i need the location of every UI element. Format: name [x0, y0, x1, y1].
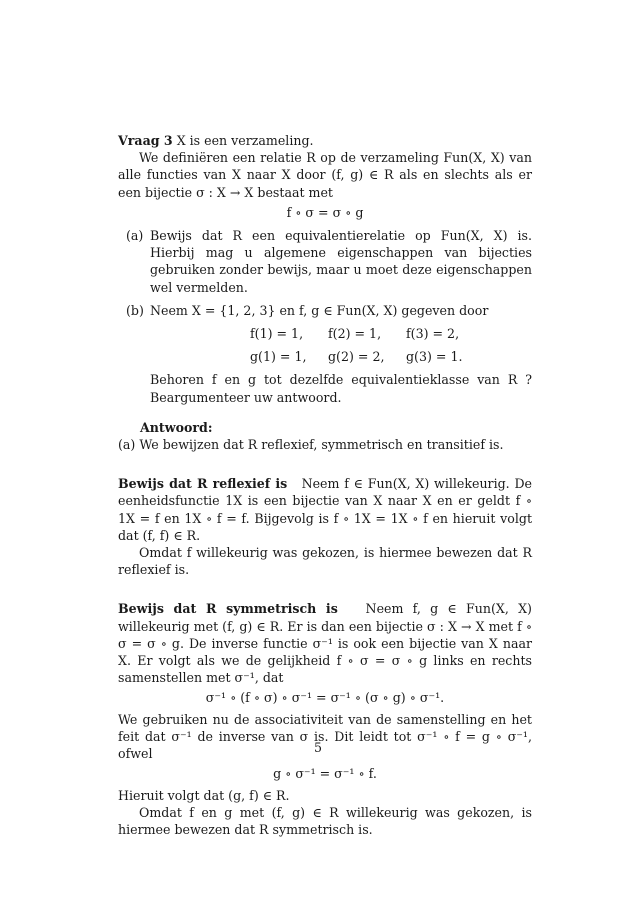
- subquestion-a: [118, 227, 532, 296]
- reflexive-conclusion: Omdat f willekeurig was gekozen, is hiermee bewezen dat R reflexief is.: [118, 545, 532, 578]
- symmetric-equation-1: σ⁻¹ ∘ (f ∘ σ) ∘ σ⁻¹ = σ⁻¹ ∘ (σ ∘ g) ∘ σ⁻¹.: [205, 690, 445, 706]
- reflexive-text: Neem f ∈ Fun(X, X) willekeurig. De eenheidsfunctie 1X is een bijectie van X naar X en er geldt f ∘ 1X = f en 1X ∘ f = f. Bijgevolg is f ∘ 1X = 1X ∘ f en hieruit volgt dat (f, f) ∈ R.: [118, 476, 532, 543]
- subquestion-b-question: Behoren f en g tot dezelfde equivalentieklasse van R ? Beargumenteer uw antwoord.: [150, 372, 532, 405]
- question-intro: X is een verzameling.: [172, 133, 314, 148]
- reflexive-paragraph: [118, 475, 532, 544]
- symmetric-text: Neem f, g ∈ Fun(X, X) willekeurig met (f, g) ∈ R. Er is dan een bijectie σ : X → X met f ∘ σ = σ ∘ g. De inverse functie σ⁻¹ is ook een bijectie van X naar X. Er volgt als we de gelijkheid f ∘ σ = σ ∘ g links en rechts samenstellen met σ⁻¹, dat: [118, 601, 532, 686]
- answer-heading: Antwoord:: [140, 419, 213, 435]
- subquestion-b-body: [150, 302, 532, 406]
- symmetric-paragraph: [118, 600, 532, 686]
- document-body: [118, 132, 532, 838]
- symmetric-paragraph-3: Hieruit volgt dat (g, f) ∈ R.: [118, 787, 290, 803]
- f-value-2: f(2) = 1,: [328, 326, 382, 342]
- subquestion-b: [118, 302, 532, 406]
- subquestion-b-text: Neem X = {1, 2, 3} en f, g ∈ Fun(X, X) gegeven door: [150, 302, 489, 318]
- question-paragraph: We definiëren een relatie R op de verzameling Fun(X, X) van alle functies van X naar X door (f, g) ∈ R als en slechts als er een bijectie σ : X → X bestaat met: [118, 150, 532, 200]
- function-values: [250, 325, 532, 365]
- symmetric-heading: Bewijs dat R symmetrisch is: [118, 601, 338, 617]
- subquestion-a-label: (a): [126, 228, 144, 244]
- subquestion-b-label: (b): [126, 302, 144, 318]
- f-value-3: f(3) = 2,: [406, 326, 460, 342]
- f-value-1: f(1) = 1,: [250, 326, 304, 342]
- question-heading: [118, 132, 532, 149]
- page-number: 5: [313, 740, 322, 755]
- g-value-1: g(1) = 1,: [250, 349, 307, 365]
- g-value-3: g(3) = 1.: [406, 349, 463, 365]
- question-equation: f ∘ σ = σ ∘ g: [286, 204, 364, 220]
- symmetric-equation-2: g ∘ σ⁻¹ = σ⁻¹ ∘ f.: [273, 766, 377, 782]
- symmetric-conclusion: Omdat f en g met (f, g) ∈ R willekeurig was gekozen, is hiermee bewezen dat R symmetrisch is.: [118, 804, 532, 837]
- question-label: Vraag 3: [118, 133, 173, 148]
- symmetric-paragraph-2: We gebruiken nu de associativiteit van de samenstelling en het feit dat σ⁻¹ de inverse van σ is. Dit leidt tot σ⁻¹ ∘ f = g ∘ σ⁻¹, ofwel: [118, 711, 532, 762]
- subquestion-a-text: Bewijs dat R een equivalentierelatie op Fun(X, X) is. Hierbij mag u algemene eigenschappen van bijecties gebruiken zonder bewijs, maar u moet deze eigenschappen wel vermelden.: [150, 228, 532, 295]
- g-value-2: g(2) = 2,: [328, 349, 385, 365]
- answer-intro: (a) We bewijzen dat R reflexief, symmetrisch en transitief is.: [118, 437, 504, 453]
- reflexive-heading: Bewijs dat R reflexief is: [118, 476, 288, 492]
